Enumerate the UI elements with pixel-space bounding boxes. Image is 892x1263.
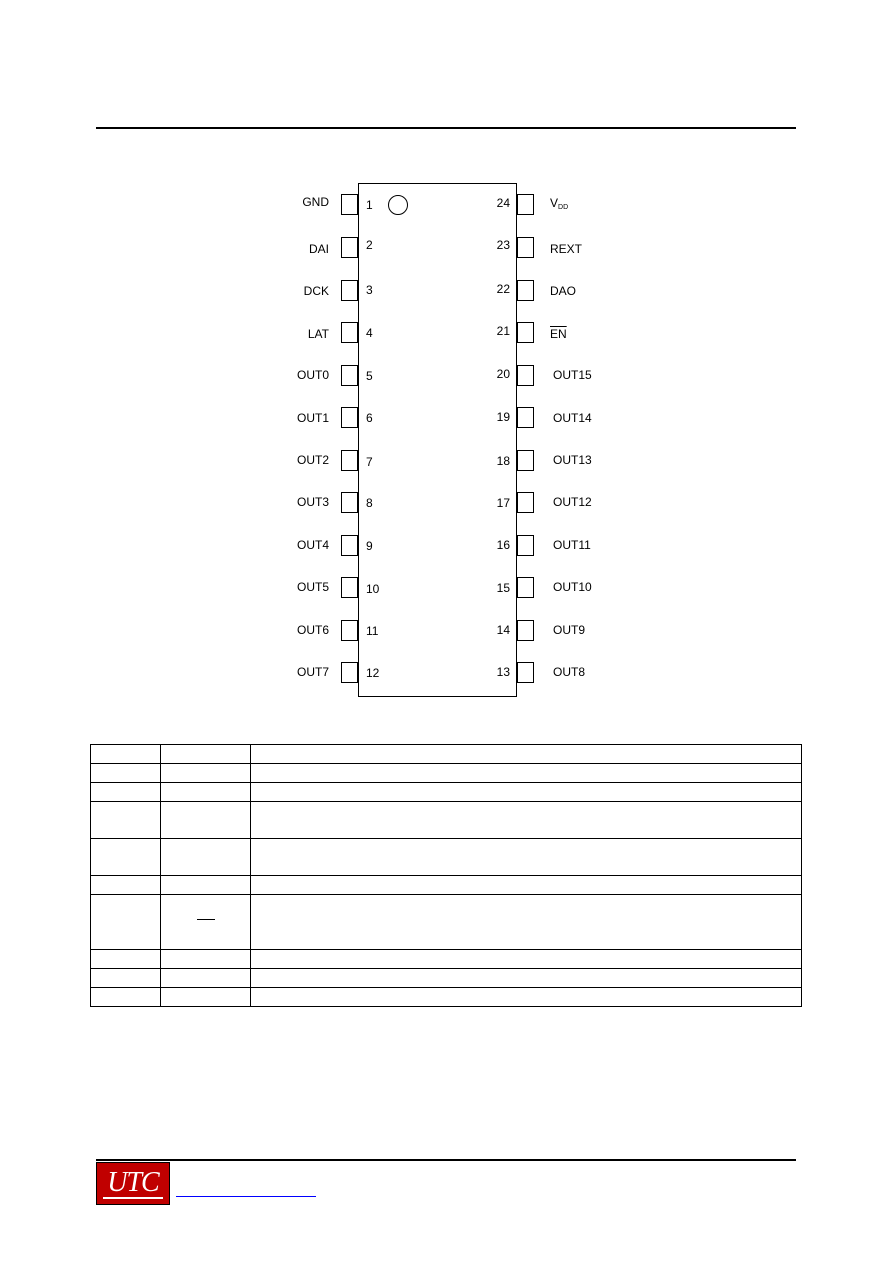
pin-pad-4 <box>341 322 358 343</box>
pin-number-20: 20 <box>496 367 510 381</box>
table-cell <box>251 895 802 950</box>
pin-label-out15: OUT15 <box>553 368 592 382</box>
pin-number-19: 19 <box>496 410 510 424</box>
table-row <box>91 950 802 969</box>
pin-number-14: 14 <box>496 623 510 637</box>
table-cell <box>91 895 161 950</box>
vdd-subscript: DD <box>558 204 569 211</box>
pin-number-2: 2 <box>366 238 373 252</box>
table-cell <box>161 969 251 988</box>
pin-pad-17 <box>517 492 534 513</box>
pin-number-11: 11 <box>366 624 379 638</box>
pin-label-gnd: GND <box>302 195 329 209</box>
pin-label-out2: OUT2 <box>296 453 329 467</box>
pin-number-21: 21 <box>496 324 510 338</box>
pin-label-out5: OUT5 <box>296 580 329 594</box>
pin-number-8: 8 <box>366 496 373 510</box>
table-cell <box>251 783 802 802</box>
table-cell <box>161 783 251 802</box>
table-row <box>91 764 802 783</box>
table-cell <box>251 969 802 988</box>
table-cell <box>251 839 802 876</box>
pin-pad-13 <box>517 662 534 683</box>
table-cell <box>91 876 161 895</box>
pin-pad-20 <box>517 365 534 386</box>
pin-label-out0: OUT0 <box>296 368 329 382</box>
pin-number-15: 15 <box>496 581 510 595</box>
pin-number-13: 13 <box>496 665 510 679</box>
pin-label-out6: OUT6 <box>296 623 329 637</box>
pin-pad-6 <box>341 407 358 428</box>
header-rule <box>96 127 796 129</box>
table-cell <box>161 876 251 895</box>
pin-number-3: 3 <box>366 283 373 297</box>
pin-pad-16 <box>517 535 534 556</box>
pin-number-17: 17 <box>496 496 510 510</box>
table-cell <box>161 745 251 764</box>
pin-label-out4: OUT4 <box>296 538 329 552</box>
pin-number-12: 12 <box>366 666 380 680</box>
pin-label-vdd <box>550 196 568 215</box>
ic-package-outline <box>358 183 517 697</box>
pin-description-table <box>90 744 802 1007</box>
pin-pad-5 <box>341 365 358 386</box>
pin-number-1: 1 <box>366 198 373 212</box>
en-overbar-mark <box>197 919 215 920</box>
pin-number-24: 24 <box>496 196 510 210</box>
table-cell <box>251 876 802 895</box>
pin-number-10: 10 <box>366 582 380 596</box>
utc-logo-text: UTC <box>103 1169 162 1199</box>
pin-number-22: 22 <box>496 282 510 296</box>
pin-pad-9 <box>341 535 358 556</box>
pin-number-6: 6 <box>366 411 373 425</box>
pin-pad-10 <box>341 577 358 598</box>
table-cell <box>91 802 161 839</box>
website-link-underline[interactable] <box>176 1196 316 1197</box>
table-cell <box>251 988 802 1007</box>
pin-number-5: 5 <box>366 369 373 383</box>
table-cell <box>161 802 251 839</box>
pin1-notch-marker <box>388 195 408 215</box>
pin-pad-2 <box>341 237 358 258</box>
pin-pad-23 <box>517 237 534 258</box>
pin-label-lat: LAT <box>307 327 329 341</box>
table-cell <box>161 988 251 1007</box>
pin-label-out11: OUT11 <box>553 538 591 552</box>
table-cell <box>91 988 161 1007</box>
table-row <box>91 895 802 950</box>
pin-label-out8: OUT8 <box>553 665 586 679</box>
table-cell <box>91 745 161 764</box>
pin-pad-3 <box>341 280 358 301</box>
pin-label-out7: OUT7 <box>296 665 329 679</box>
pin-label-dck: DCK <box>303 284 329 298</box>
pin-label-out13: OUT13 <box>553 453 592 467</box>
pin-number-18: 18 <box>496 454 510 468</box>
pin-pad-15 <box>517 577 534 598</box>
footer-rule <box>96 1159 796 1161</box>
pin-pad-1 <box>341 194 358 215</box>
pin-pad-7 <box>341 450 358 471</box>
pin-label-out12: OUT12 <box>553 495 592 509</box>
table-cell <box>91 969 161 988</box>
pin-pad-18 <box>517 450 534 471</box>
vdd-main: V <box>550 196 559 210</box>
table-cell <box>251 950 802 969</box>
pin-number-16: 16 <box>496 538 510 552</box>
pin-pad-11 <box>341 620 358 641</box>
table-cell <box>251 802 802 839</box>
table-row <box>91 783 802 802</box>
pin-label-out3: OUT3 <box>296 495 329 509</box>
pin-label-out14: OUT14 <box>553 411 592 425</box>
pin-label-out1: OUT1 <box>296 411 329 425</box>
pin-pad-21 <box>517 322 534 343</box>
table-cell <box>91 764 161 783</box>
table-cell <box>161 764 251 783</box>
pin-pad-22 <box>517 280 534 301</box>
table-cell <box>161 839 251 876</box>
pin-label-dao: DAO <box>550 284 577 298</box>
table-cell <box>251 745 802 764</box>
pin-label-dai: DAI <box>308 242 329 256</box>
pin-label-out10: OUT10 <box>553 580 592 594</box>
pin-pad-19 <box>517 407 534 428</box>
table-cell <box>91 783 161 802</box>
table-row <box>91 988 802 1007</box>
table-cell <box>251 764 802 783</box>
utc-logo <box>96 1162 170 1205</box>
table-cell <box>161 895 251 950</box>
pin-label-out9: OUT9 <box>553 623 586 637</box>
pin-pad-14 <box>517 620 534 641</box>
table-row <box>91 876 802 895</box>
pin-pad-12 <box>341 662 358 683</box>
pin-number-7: 7 <box>366 455 373 469</box>
pin-number-9: 9 <box>366 539 373 553</box>
table-header-row <box>91 745 802 764</box>
table-row <box>91 802 802 839</box>
table-cell <box>161 950 251 969</box>
pin-label-rext: REXT <box>550 242 583 256</box>
table-row <box>91 839 802 876</box>
table-cell <box>91 950 161 969</box>
pin-label-en: $\overline{EN}$ <box>550 327 567 341</box>
pin-pad-24 <box>517 194 534 215</box>
table-cell <box>91 839 161 876</box>
pin-number-23: 23 <box>496 238 510 252</box>
pin-pad-8 <box>341 492 358 513</box>
table-row <box>91 969 802 988</box>
pin-number-4: 4 <box>366 326 373 340</box>
